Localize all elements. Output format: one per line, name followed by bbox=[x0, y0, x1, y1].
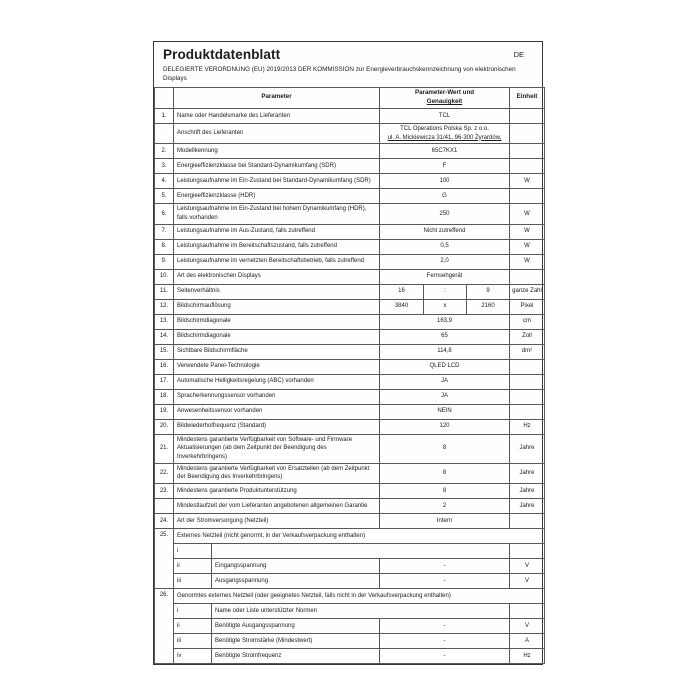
document-header bbox=[154, 42, 542, 87]
unit-label: cm bbox=[510, 314, 545, 329]
sub-parameter-label: Name oder Liste unterstützter Normen bbox=[212, 604, 510, 619]
sub-row-number: iii bbox=[174, 634, 212, 649]
row-number: 12. bbox=[155, 299, 174, 314]
unit-label: Jahre bbox=[510, 499, 545, 514]
parameter-value: 2 bbox=[380, 499, 510, 514]
sub-parameter-label: Eingangsspannung bbox=[212, 559, 380, 574]
row-number: 25. bbox=[155, 529, 174, 589]
parameter-value: 8 bbox=[380, 484, 510, 499]
unit-label: W bbox=[510, 254, 545, 269]
table-row bbox=[155, 589, 545, 604]
value-separator: x bbox=[424, 299, 467, 314]
datasheet-table-body bbox=[155, 108, 545, 663]
unit-label: Pixel bbox=[510, 299, 545, 314]
table-row bbox=[155, 269, 545, 284]
unit-label bbox=[510, 144, 545, 159]
sub-row-number: iii bbox=[174, 574, 212, 589]
sub-parameter-label: Benötigte Stromstärke (Mindestwert) bbox=[212, 634, 380, 649]
table-row bbox=[155, 463, 545, 483]
parameter-value: 114,8 bbox=[380, 344, 510, 359]
table-row bbox=[155, 329, 545, 344]
parameter-label: Art des elektronischen Displays bbox=[174, 269, 380, 284]
row-number: 19. bbox=[155, 404, 174, 419]
row-number: 4. bbox=[155, 174, 174, 189]
parameter-label: Bildschirmauflösung bbox=[174, 299, 380, 314]
parameter-label: Leistungsaufnahme im Aus-Zustand, falls zutreffend bbox=[174, 224, 380, 239]
unit-label: W bbox=[510, 224, 545, 239]
parameter-label: Anschrift des Lieferanten bbox=[174, 123, 380, 143]
row-number: 13. bbox=[155, 314, 174, 329]
sub-parameter-label: Benötigte Stromfrequenz bbox=[212, 649, 380, 664]
table-row bbox=[155, 359, 545, 374]
parameter-value: 2,0 bbox=[380, 254, 510, 269]
regulation-subtitle: DELEGIERTE VERORDNUNG (EU) 2019/2013 DER KOMMISSION zur Energieverbrauchskennzeichnung von elektronischen Displays bbox=[163, 66, 516, 83]
table-row bbox=[155, 174, 545, 189]
parameter-label: Mindestens garantierte Verfügbarkeit von Ersatzteilen (ab dem Zeitpunkt der Beendigung des Inverkehrbringens) bbox=[174, 463, 380, 483]
parameter-value: 100 bbox=[380, 174, 510, 189]
page-title: Produktdatenblatt bbox=[163, 47, 281, 62]
row-number: 15. bbox=[155, 344, 174, 359]
unit-label bbox=[510, 544, 545, 559]
unit-label bbox=[510, 159, 545, 174]
parameter-label: Bildschirmdiagonale bbox=[174, 314, 380, 329]
datasheet-table bbox=[154, 87, 545, 664]
table-row bbox=[155, 374, 545, 389]
table-header-row bbox=[155, 87, 545, 108]
row-number: 20. bbox=[155, 419, 174, 434]
parameter-label: Mindestlaufzeit der vom Lieferanten angebotenen allgemeinen Garantie bbox=[174, 499, 380, 514]
parameter-value: 0,5 bbox=[380, 239, 510, 254]
table-row bbox=[155, 514, 545, 529]
parameter-label: Seitenverhältnis bbox=[174, 284, 380, 299]
parameter-label: Bildschirmdiagonale bbox=[174, 329, 380, 344]
value-separator: : bbox=[424, 284, 467, 299]
parameter-value: - bbox=[380, 559, 510, 574]
column-header-value bbox=[380, 87, 510, 108]
unit-label bbox=[510, 374, 545, 389]
table-row bbox=[155, 284, 545, 299]
parameter-label: Modellkennung bbox=[174, 144, 380, 159]
unit-label bbox=[510, 108, 545, 123]
parameter-value: - bbox=[380, 634, 510, 649]
parameter-value: Fernsehgerät bbox=[380, 269, 510, 284]
parameter-label: Energieeffizienzklasse bei Standard-Dynamikumfang (SDR) bbox=[174, 159, 380, 174]
unit-label: Zoll bbox=[510, 329, 545, 344]
row-number: 17. bbox=[155, 374, 174, 389]
row-number: 23. bbox=[155, 484, 174, 499]
parameter-label: Leistungsaufnahme im Ein-Zustand bei hohem Dynamikumfang (HDR), falls vorhanden bbox=[174, 204, 380, 224]
parameter-label: Automatische Helligkeitsregelung (ABC) vorhanden bbox=[174, 374, 380, 389]
parameter-value: 8 bbox=[380, 434, 510, 463]
parameter-label: Bildwiederholfrequenz (Standard) bbox=[174, 419, 380, 434]
table-row bbox=[155, 254, 545, 269]
table-row bbox=[155, 559, 545, 574]
row-number: 16. bbox=[155, 359, 174, 374]
parameter-label: Leistungsaufnahme im vernetzten Bereitschaftsbetrieb, falls zutreffend bbox=[174, 254, 380, 269]
unit-label bbox=[510, 269, 545, 284]
parameter-label: Sichtbare Bildschirmfläche bbox=[174, 344, 380, 359]
unit-label: W bbox=[510, 174, 545, 189]
row-number: 22. bbox=[155, 463, 174, 483]
value-line: ul. A. Mickiewicza 31/41, 96-300 Żyrardów, bbox=[387, 134, 502, 141]
table-row bbox=[155, 123, 545, 143]
sub-parameter-label bbox=[212, 544, 510, 559]
table-row bbox=[155, 144, 545, 159]
parameter-value: QLED LCD bbox=[380, 359, 510, 374]
table-row bbox=[155, 419, 545, 434]
table-row bbox=[155, 499, 545, 514]
parameter-value: TCL bbox=[380, 108, 510, 123]
row-number: 7. bbox=[155, 224, 174, 239]
parameter-label: Mindestens garantierte Verfügbarkeit von Software- und Firmware Aktualisierungen (ab dem Zeitpunkt der Beendigung des Inverkehrbringens) bbox=[174, 434, 380, 463]
unit-label bbox=[510, 389, 545, 404]
table-row bbox=[155, 224, 545, 239]
row-number: 8. bbox=[155, 239, 174, 254]
table-row bbox=[155, 389, 545, 404]
parameter-label: Leistungsaufnahme im Bereitschaftszustand, falls zutreffend bbox=[174, 239, 380, 254]
parameter-value: 250 bbox=[380, 204, 510, 224]
parameter-value: G bbox=[380, 189, 510, 204]
unit-label: A bbox=[510, 634, 545, 649]
table-row bbox=[155, 529, 545, 544]
column-header-value-line1: Parameter-Wert und bbox=[414, 88, 475, 96]
sub-parameter-label: Benötigte Ausgangsspannung bbox=[212, 619, 380, 634]
section-label: Externes Netzteil (nicht genormt, in der Verkaufsverpackung enthalten) bbox=[174, 529, 545, 544]
sub-row-number: ii bbox=[174, 559, 212, 574]
value-part-1: 3840 bbox=[380, 299, 424, 314]
parameter-label: Spracherkennungssensor vorhanden bbox=[174, 389, 380, 404]
parameter-label: Art der Stromversorgung (Netzteil) bbox=[174, 514, 380, 529]
parameter-label: Name oder Handelsmarke des Lieferanten bbox=[174, 108, 380, 123]
table-row bbox=[155, 239, 545, 254]
unit-label bbox=[510, 189, 545, 204]
row-number bbox=[155, 499, 174, 514]
parameter-value: 65 bbox=[380, 329, 510, 344]
unit-label bbox=[510, 404, 545, 419]
parameter-value: JA bbox=[380, 389, 510, 404]
unit-label bbox=[510, 514, 545, 529]
value-part-1: 16 bbox=[380, 284, 424, 299]
parameter-value: 65C7KX1 bbox=[380, 144, 510, 159]
unit-label: V bbox=[510, 574, 545, 589]
row-number: 26. bbox=[155, 589, 174, 664]
parameter-label: Anwesenheitssensor vorhanden bbox=[174, 404, 380, 419]
table-row bbox=[155, 159, 545, 174]
table-row bbox=[155, 404, 545, 419]
sub-row-number: ii bbox=[174, 619, 212, 634]
value-part-2: 2160 bbox=[467, 299, 510, 314]
column-header-value-line2: Genauigkeit bbox=[426, 97, 463, 105]
table-row bbox=[155, 544, 545, 559]
column-header-parameter: Parameter bbox=[174, 87, 380, 108]
row-number: 1. bbox=[155, 108, 174, 123]
sub-row-number: i bbox=[174, 604, 212, 619]
table-row bbox=[155, 574, 545, 589]
sub-row-number: iv bbox=[174, 649, 212, 664]
value-part-2: 9 bbox=[467, 284, 510, 299]
row-number: 21. bbox=[155, 434, 174, 463]
table-row bbox=[155, 299, 545, 314]
row-number bbox=[155, 123, 174, 143]
row-number: 10. bbox=[155, 269, 174, 284]
parameter-label: Verwendete Panel-Technologie bbox=[174, 359, 380, 374]
row-number: 14. bbox=[155, 329, 174, 344]
row-number: 9. bbox=[155, 254, 174, 269]
column-header-number bbox=[155, 87, 174, 108]
row-number: 6. bbox=[155, 204, 174, 224]
parameter-label: Leistungsaufnahme im Ein-Zustand bei Standard-Dynamikumfang (SDR) bbox=[174, 174, 380, 189]
language-code: DE bbox=[513, 50, 524, 59]
parameter-value: - bbox=[380, 574, 510, 589]
sub-row-number: i bbox=[174, 544, 212, 559]
parameter-value: NEIN bbox=[380, 404, 510, 419]
table-row bbox=[155, 108, 545, 123]
row-number: 5. bbox=[155, 189, 174, 204]
table-row bbox=[155, 604, 545, 619]
table-row bbox=[155, 314, 545, 329]
row-number: 2. bbox=[155, 144, 174, 159]
unit-label: W bbox=[510, 204, 545, 224]
unit-label: dm² bbox=[510, 344, 545, 359]
table-row bbox=[155, 344, 545, 359]
unit-label bbox=[510, 123, 545, 143]
parameter-value bbox=[380, 123, 510, 143]
unit-label: Hz bbox=[510, 649, 545, 664]
product-datasheet bbox=[153, 41, 543, 665]
unit-label: Jahre bbox=[510, 463, 545, 483]
table-row bbox=[155, 619, 545, 634]
row-number: 3. bbox=[155, 159, 174, 174]
unit-label: Jahre bbox=[510, 484, 545, 499]
parameter-value: Intern bbox=[380, 514, 510, 529]
row-number: 11. bbox=[155, 284, 174, 299]
unit-label: V bbox=[510, 559, 545, 574]
table-row bbox=[155, 649, 545, 664]
column-header-unit: Einheit bbox=[510, 87, 545, 108]
parameter-value: - bbox=[380, 649, 510, 664]
unit-label: V bbox=[510, 619, 545, 634]
parameter-label: Mindestens garantierte Produktunterstützung bbox=[174, 484, 380, 499]
row-number: 18. bbox=[155, 389, 174, 404]
table-row bbox=[155, 189, 545, 204]
unit-label bbox=[510, 604, 545, 619]
parameter-label: Energieeffizienzklasse (HDR) bbox=[174, 189, 380, 204]
value-line: TCL Operations Polska Sp. z o.o. bbox=[400, 125, 489, 132]
table-row bbox=[155, 204, 545, 224]
unit-label bbox=[510, 359, 545, 374]
table-row bbox=[155, 434, 545, 463]
parameter-value: F bbox=[380, 159, 510, 174]
sub-parameter-label: Ausgangsspannung bbox=[212, 574, 380, 589]
unit-label: Hz bbox=[510, 419, 545, 434]
parameter-value: 8 bbox=[380, 463, 510, 483]
unit-label: Jahre bbox=[510, 434, 545, 463]
row-number: 24. bbox=[155, 514, 174, 529]
section-label: Genormtes externes Netzteil (oder geeignetes Netzteil, falls nicht in der Verkaufsverpackung enthalten) bbox=[174, 589, 545, 604]
parameter-value: Nicht zutreffend bbox=[380, 224, 510, 239]
unit-label: ganze Zahl bbox=[510, 284, 545, 299]
table-row bbox=[155, 634, 545, 649]
title-row bbox=[163, 47, 533, 62]
table-row bbox=[155, 484, 545, 499]
parameter-value: JA bbox=[380, 374, 510, 389]
parameter-value: - bbox=[380, 619, 510, 634]
parameter-value: 163,9 bbox=[380, 314, 510, 329]
parameter-value: 120 bbox=[380, 419, 510, 434]
unit-label: W bbox=[510, 239, 545, 254]
